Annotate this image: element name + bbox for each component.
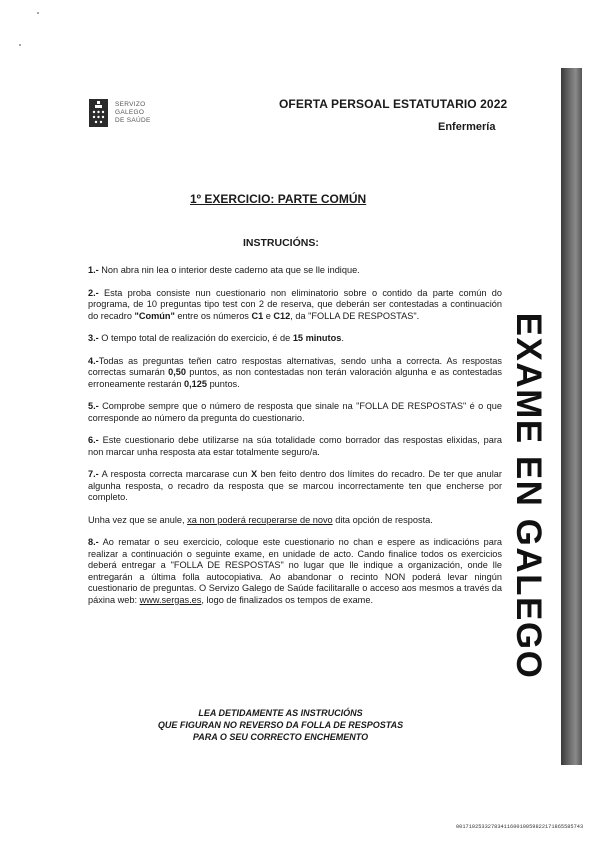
item-number: 5.- (88, 401, 99, 411)
item-text: Este cuestionario debe utilizarse na súa totalidade como borrador das respostas elixidas, para non marcar unha resposta ata estar totalmente seguro/a. (88, 435, 502, 457)
instructions-list (88, 265, 502, 617)
item-text: Non abra nin lea o interior deste caderno ata que se lle indique. (98, 265, 360, 275)
instruction-item (88, 288, 502, 323)
logo-line: GALEGO (115, 109, 145, 116)
item-text: O tempo total de realización do exercicio, é de (98, 333, 293, 343)
logo-line: SERVIZO (115, 101, 146, 108)
item-text: , da "FOLLA DE RESPOSTAS". (290, 310, 420, 321)
item-emphasis: X (250, 469, 258, 479)
item-text: e (263, 310, 274, 321)
barcode-number: 0017102533278341160010059822171865585743 (456, 824, 584, 830)
side-label (506, 302, 550, 690)
item-emphasis: 0,50 (168, 367, 186, 377)
item-number: 8.- (88, 537, 99, 547)
item-number: 2.- (88, 287, 99, 298)
instruction-item (88, 469, 502, 504)
item-text: Comprobe sempre que o número de resposta que sinale na "FOLLA DE RESPOSTAS" é o que corresponde ao número da pregunta do cuestionario. (88, 401, 502, 423)
instruction-item (88, 537, 502, 606)
scan-speck (37, 12, 39, 14)
item-text: Ao rematar o seu exercicio, coloque este cuestionario no chan e espere as indicacións para realizar a continuación o seguinte exame, en unidade de acto. Cando finalice todos os exercicios deberá entregar a "FOLLA DE RESPOSTAS" no lugar que lle indique a organización, onde lle entregarán a última folla autocopiativa. Ao abandonar o recinto NON poderá levar ningún cuestionario de preguntas. O Servizo Galego de Saúde facilitaralle o acceso aos mesmos a través da páxina web: (88, 537, 502, 605)
item-number: 7.- (88, 469, 99, 479)
side-margin-bar (561, 68, 582, 765)
item-number: 3.- (88, 333, 99, 343)
footer-note (88, 707, 473, 743)
item-text: puntos, as non contestadas non terán valoración algunha e as contestadas erroneamente restarán (88, 367, 502, 389)
item-number: 1.- (88, 265, 99, 275)
item-text: Unha vez que se anule, (88, 514, 188, 525)
item-emphasis: C1 (251, 310, 264, 321)
instruction-item (88, 401, 502, 424)
category-label: Enfermería (438, 121, 496, 133)
logo-text (115, 101, 151, 125)
sergas-link[interactable]: www.sergas.es (139, 594, 202, 605)
page-title: 1º EXERCICIO: PARTE COMÚN (190, 192, 367, 206)
item-text: dita opción de resposta. (332, 514, 433, 525)
item-text: Esta proba consiste nun cuestionario non eliminatorio sobre o contido da parte común do programa, de 10 preguntas tipo test con 2 de reserva, que deberán ser contestadas a continuación do recadro (88, 287, 502, 321)
item-emphasis: C12 (273, 310, 291, 321)
oferta-heading: OFERTA PERSOAL ESTATUTARIO 2022 (279, 97, 508, 111)
logo-line: DE SAÚDE (115, 117, 151, 124)
item-number: 6.- (88, 435, 99, 445)
item-text: A resposta correcta marcarase cun (98, 469, 251, 479)
instructions-heading: INSTRUCIÓNS: (243, 237, 319, 249)
instruction-item (88, 515, 502, 527)
instruction-item (88, 333, 502, 345)
item-emphasis: 15 minutos (292, 333, 342, 343)
side-label-text: EXAME EN GALEGO (509, 312, 548, 680)
item-emphasis: "Común" (134, 310, 175, 321)
item-text: ben feito dentro dos límites do recadro. De ter que anular algunha resposta, o recadro da resposta que se marcou incorrectamente ten que encherse por completo. (88, 469, 502, 502)
instruction-item (88, 435, 502, 458)
item-text: . (341, 333, 344, 343)
scan-speck (19, 44, 21, 46)
sergas-logo (89, 99, 151, 127)
item-text: entre os números (174, 310, 252, 321)
item-emphasis: 0,125 (184, 378, 208, 389)
instruction-item (88, 265, 502, 277)
footer-line: LEA DETIDAMENTE AS INSTRUCIÓNS (198, 708, 363, 718)
galicia-shield-icon (89, 99, 108, 127)
item-text: Todas as preguntas teñen catro respostas alternativas, sendo unha a correcta. As respostas correctas sumarán (88, 355, 502, 377)
footer-line: PARA O SEU CORRECTO ENCHEMENTO (192, 732, 369, 742)
footer-line: QUE FIGURAN NO REVERSO DA FOLLA DE RESPOSTAS (157, 720, 404, 730)
item-number: 4.- (88, 355, 99, 366)
instruction-item (88, 356, 502, 391)
item-text: , logo de finalizados os tempos de exame. (201, 594, 373, 605)
item-text: puntos. (207, 378, 240, 389)
item-underlined: xa non poderá recuperarse de novo (187, 514, 333, 525)
